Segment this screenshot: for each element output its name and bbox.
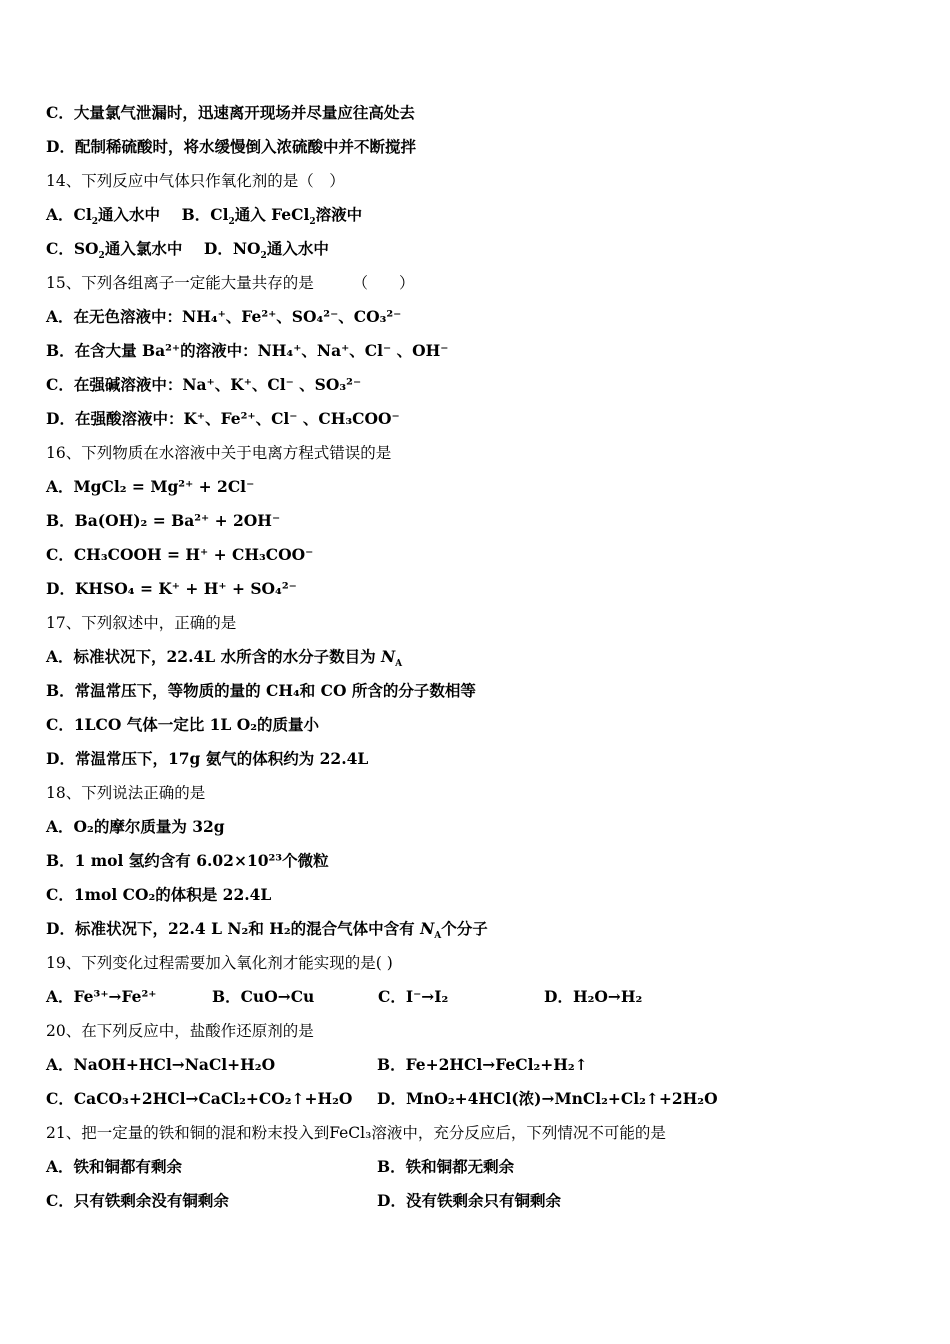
q18-option-a: A．O₂的摩尔质量为 32g [46,817,225,836]
q16-option-b: B．Ba(OH)₂ = Ba²⁺ + 2OH⁻ [46,511,281,530]
q17-option-a: A．标准状况下，22.4L 水所含的水分子数目为 $N_A$ [46,647,403,670]
q20-option-c: C．CaCO₃+2HCl→CaCl₂+CO₂↑+H₂O [46,1089,353,1108]
q20-option-a: A．NaOH+HCl→NaCl+H₂O [46,1055,276,1074]
q20-options-cd [46,1082,916,1116]
q16-option-a: A．MgCl₂ = Mg²⁺ + 2Cl⁻ [46,477,255,496]
q17-option-c: C．1LCO 气体一定比 1L O₂的质量小 [46,715,320,734]
q21-options-cd [46,1184,916,1218]
q17-option-b: B．常温常压下，等物质的量的 CH₄和 CO 所含的分子数相等 [46,681,476,700]
q20-stem: 20、在下列反应中，盐酸作还原剂的是 [46,1022,314,1040]
q15-option-d: D．在强酸溶液中：K⁺、Fe²⁺、Cl⁻ 、CH₃COO⁻ [46,409,400,428]
q14-options-ab [46,198,916,232]
q14-option-c: C．$SO_2$通入氯水中 [46,239,183,262]
q18-stem: 18、下列说法正确的是 [46,784,206,802]
q19-option-b: B．CuO→Cu [212,987,315,1006]
q19-option-a: A．Fe³⁺→Fe²⁺ [46,987,157,1006]
q20-options-ab [46,1048,916,1082]
q21-stem: 21、把一定量的铁和铜的混和粉末投入到FeCl₃溶液中，充分反应后，下列情况不可能的是 [46,1124,666,1142]
exam-page [46,96,916,1218]
q17-option-d: D．常温常压下，17g 氨气的体积约为 22.4L [46,749,369,768]
q20-option-b: B．Fe+2HCl→FeCl₂+H₂↑ [377,1055,588,1074]
q19-stem: 19、下列变化过程需要加入氧化剂才能实现的是( ) [46,954,393,972]
q21-options-ab [46,1150,916,1184]
q19-option-d: D．H₂O→H₂ [544,987,643,1006]
q19-options [46,980,916,1014]
q13-option-c: C．大量氯气泄漏时，迅速离开现场并尽量应往高处去 [46,103,415,122]
q14-option-d: D．$NO_2$通入水中 [203,239,329,262]
q21-option-d: D．没有铁剩余只有铜剩余 [377,1191,561,1210]
q16-option-c: C．CH₃COOH = H⁺ + CH₃COO⁻ [46,545,314,564]
q14-options-cd [46,232,916,266]
q19-option-c: C．I⁻→I₂ [378,987,449,1006]
q18-option-c: C．1mol CO₂的体积是 22.4L [46,885,272,904]
q21-option-c: C．只有铁剩余没有铜剩余 [46,1191,229,1210]
q21-option-b: B．铁和铜都无剩余 [377,1157,515,1176]
q15-option-b: B．在含大量 Ba²⁺的溶液中：NH₄⁺、Na⁺、Cl⁻ 、OH⁻ [46,341,449,360]
q16-option-d: D．KHSO₄ = K⁺ + H⁺ + SO₄²⁻ [46,579,297,598]
q21-option-a: A．铁和铜都有剩余 [46,1157,183,1176]
q13-option-d: D．配制稀硫酸时，将水缓慢倒入浓硫酸中并不断搅拌 [46,137,416,156]
q15-option-a: A．在无色溶液中：NH₄⁺、Fe²⁺、SO₄²⁻、CO₃²⁻ [46,307,402,326]
q15-stem: 15、下列各组离子一定能大量共存的是 （ ） [46,274,415,292]
q20-option-d: D．MnO₂+4HCl(浓)→MnCl₂+Cl₂↑+2H₂O [377,1089,718,1108]
q14-option-b: B．$Cl_2$通入 FeCl$_2$溶液中 [181,205,363,228]
q14-option-a: A．$Cl_2$通入水中 [46,205,161,228]
q16-stem: 16、下列物质在水溶液中关于电离方程式错误的是 [46,444,392,462]
q18-option-b: B．1 mol 氢约含有 6.02×10²³个微粒 [46,851,329,870]
q17-stem: 17、下列叙述中，正确的是 [46,614,237,632]
q18-option-d: D．标准状况下，22.4 L N₂和 H₂的混合气体中含有 $N_A$个分子 [46,919,488,942]
q14-stem: 14、下列反应中气体只作氧化剂的是（ ） [46,172,345,190]
q15-option-c: C．在强碱溶液中：Na⁺、K⁺、Cl⁻ 、SO₃²⁻ [46,375,362,394]
